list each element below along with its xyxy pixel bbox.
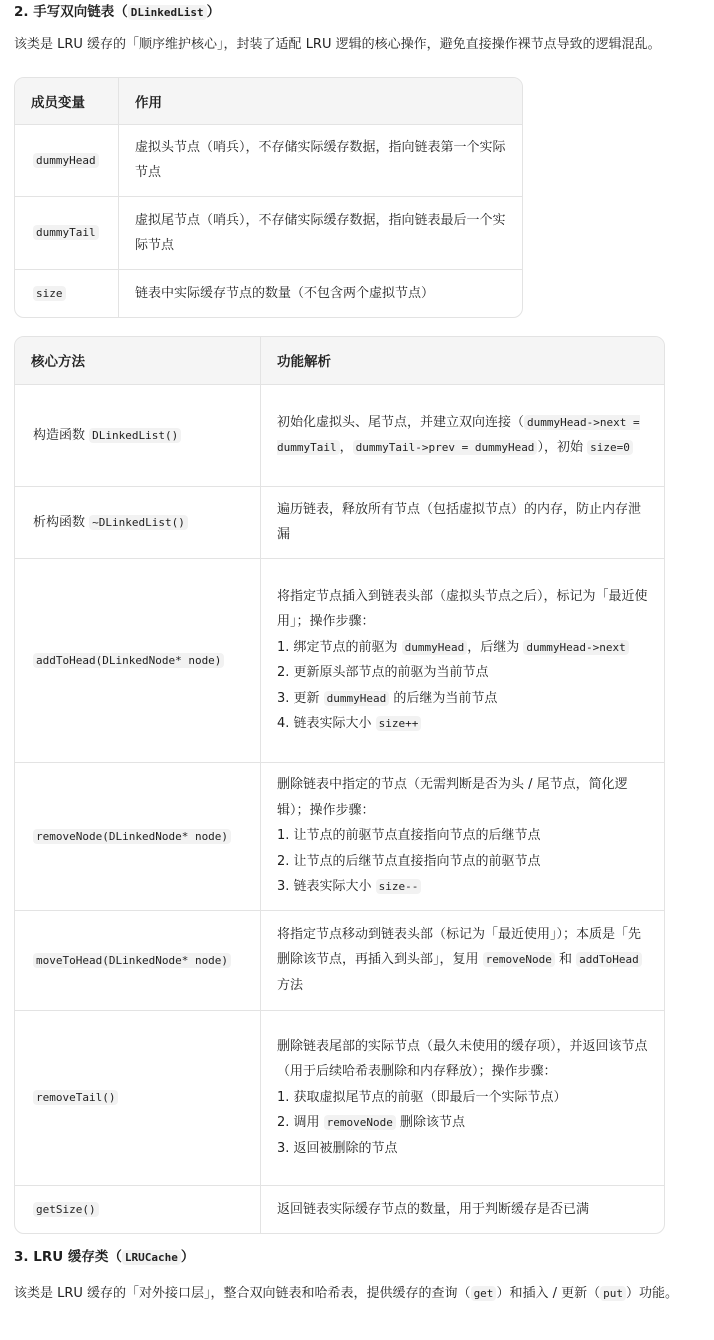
method-desc [277,922,648,999]
method-name-cell [15,558,261,762]
member-name: size [33,286,66,301]
method-steps [277,1085,648,1162]
desc-text: 4. 链表实际大小 [277,716,376,731]
list-item [277,686,648,712]
desc-text: 和 [554,952,577,968]
list-item [277,849,648,875]
member-desc: 链表中实际缓存节点的数量（不包含两个虚拟节点） [119,269,523,317]
list-item [277,635,648,661]
member-name: dummyHead [33,153,99,168]
list-item [277,874,648,900]
inline-code: dummyHead [324,691,390,706]
desc-text: 2. 更新原头部节点的前驱为当前节点 [277,665,489,680]
inline-code: addToHead [576,952,642,967]
method-desc [277,497,648,548]
table-row [15,384,664,486]
desc-text: 方法 [277,977,304,993]
method-desc-cell [261,762,665,910]
method-steps [277,635,648,737]
inline-code: dummyHead->next = dummyTail [277,415,640,454]
desc-text: 1. 绑定节点的前驱为 [277,639,402,655]
table-row [15,196,522,269]
method-name-cell [15,1010,261,1185]
method-kind: 构造函数 [33,427,90,443]
desc-text: 3. 返回被删除的节点 [277,1140,398,1156]
table-row [15,486,664,558]
member-desc: 虚拟头节点（哨兵），不存储实际缓存数据，指向链表第一个实际节点 [119,124,523,196]
desc-text: 将指定节点移动到链表头部（标记为「最近使用」）；本质是「先删除该节点，再插入到头部」，复用 [277,926,642,968]
method-signature: ~DLinkedList() [89,515,188,530]
method-signature: removeTail() [33,1090,118,1105]
method-signature: DLinkedList() [89,428,181,443]
method-desc-cell [261,910,665,1010]
inline-code: size++ [376,716,422,731]
method-desc-cell [261,1185,665,1233]
method-steps [277,823,648,900]
table-row [15,910,664,1010]
section-2-intro: 该类是 LRU 缓存的「顺序维护核心」，封装了适配 LRU 逻辑的核心操作，避免直接操作裸节点导致的逻辑混乱。 [14,37,661,52]
list-item [277,823,648,849]
desc-text: ，后继为 [467,639,524,655]
method-desc-intro: 删除链表尾部的实际节点（最久未使用的缓存项），并返回该节点（用于后续哈希表删除和内存释放）；操作步骤： [277,1038,648,1080]
method-name-cell [15,910,261,1010]
desc-text: 删除该节点 [395,1115,466,1131]
method-desc-cell [261,486,665,558]
method-signature: getSize() [33,1202,99,1217]
desc-text: 1. 让节点的前驱节点直接指向节点的后继节点 [277,828,541,844]
method-desc-intro: 删除链表中指定的节点（无需判断是否为头 / 尾节点，简化逻辑）；操作步骤： [277,777,628,818]
section-2-heading: 2. 手写双向链表（ DLinkedList ） [14,4,221,20]
inline-code: size-- [376,879,422,894]
table-row [15,1010,664,1185]
members-header-desc: 作用 [119,78,523,124]
member-name: dummyTail [33,225,99,240]
desc-text: 3. 链表实际大小 [277,879,376,895]
method-signature: removeNode(DLinkedNode* node) [33,829,231,844]
method-signature: moveToHead(DLinkedNode* node) [33,953,231,968]
inline-code: dummyTail->prev = dummyHead [353,440,538,455]
method-signature: addToHead(DLinkedNode* node) [33,653,224,668]
member-desc: 虚拟尾节点（哨兵），不存储实际缓存数据，指向链表最后一个实际节点 [119,196,523,269]
inline-code: removeNode [483,952,555,967]
list-item [277,711,648,737]
list-item [277,660,648,686]
method-desc-cell [261,384,665,486]
desc-text: 2. 让节点的后继节点直接指向节点的前驱节点 [277,853,541,869]
list-item [277,1110,648,1136]
list-item [277,1085,648,1111]
methods-header-name: 核心方法 [15,337,261,384]
members-header-name: 成员变量 [15,78,119,124]
desc-text: ），初始 [537,440,588,455]
method-name-cell [15,762,261,910]
method-desc-intro: 将指定节点插入到链表头部（虚拟头节点之后），标记为「最近使用」；操作步骤： [277,588,648,629]
table-row [15,1185,664,1233]
method-desc [277,1197,648,1223]
table-row [15,269,522,317]
inline-code: size=0 [587,440,633,455]
desc-text: 3. 更新 [277,690,324,706]
section-3-heading: 3. LRU 缓存类（ LRUCache ） [14,1249,195,1265]
method-desc-cell [261,558,665,762]
desc-text: 初始化虚拟头、尾节点，并建立双向连接（ [277,414,525,430]
method-desc-cell [261,1010,665,1185]
section-3-intro: 该类是 LRU 缓存的「对外接口层」，整合双向链表和哈希表，提供缓存的查询（ get ）和插入 / 更新（ put ）功能。 [14,1286,678,1301]
desc-text: 返回链表实际缓存节点的数量，用于判断缓存是否已满 [277,1201,590,1217]
methods-table [14,336,665,1234]
method-name-cell [15,384,261,486]
table-row [15,124,522,196]
desc-text: 1. 获取虚拟尾节点的前驱（即最后一个实际节点） [277,1089,567,1105]
desc-text: 遍历链表，释放所有节点（包括虚拟节点）的内存，防止内存泄漏 [277,501,642,542]
inline-code: dummyHead->next [523,640,628,655]
methods-header-desc: 功能解析 [261,337,665,384]
method-desc [277,410,648,461]
members-table [14,77,523,318]
desc-text: ， [339,440,353,455]
method-name-cell [15,486,261,558]
inline-code: dummyHead [402,640,468,655]
desc-text: 的后继为当前节点 [389,690,498,706]
table-row [15,558,664,762]
desc-text: 2. 调用 [277,1115,324,1131]
list-item [277,1136,648,1162]
inline-code: removeNode [324,1115,396,1130]
method-kind: 析构函数 [33,514,90,530]
method-name-cell [15,1185,261,1233]
table-row [15,762,664,910]
